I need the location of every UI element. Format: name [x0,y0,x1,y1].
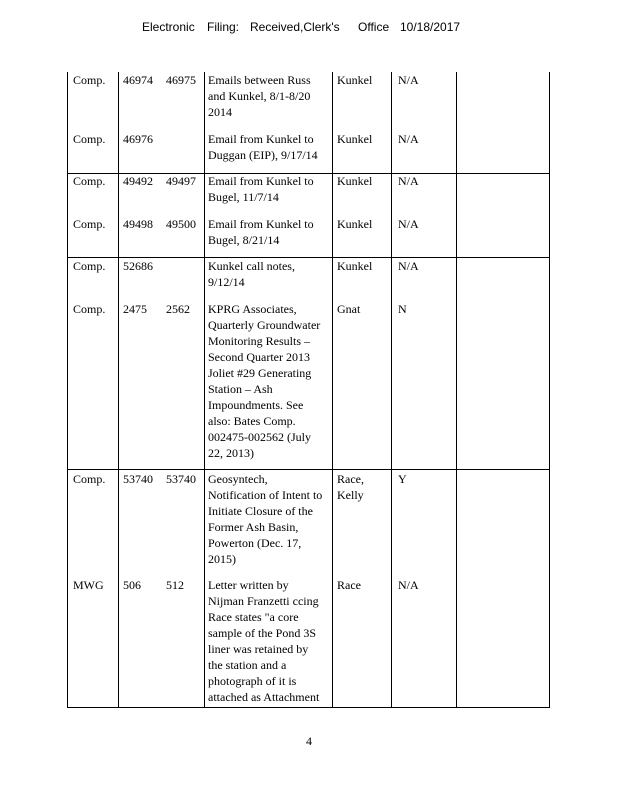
row-description-line: Impoundments. See [208,398,304,412]
row-description-line: Powerton (Dec. 17, [208,536,302,550]
row-source: Comp. [73,73,106,87]
row-description-line: Monitoring Results – [208,334,311,348]
row-witness: Race, [337,472,364,486]
row-description-line: liner was retained by [208,642,309,656]
row-witness: Kunkel [337,132,373,146]
row-description-line: Geosyntech, [208,472,268,486]
row-description-line: Quarterly Groundwater [208,318,321,332]
row-description-line: 9/12/14 [208,275,245,289]
row-source: Comp. [73,259,106,273]
row-status: N/A [398,217,419,231]
row-description-line: Former Ash Basin, [208,520,299,534]
row-description-line: Bugel, 11/7/14 [208,190,279,204]
row-bates-start: 53740 [123,472,153,486]
row-description-line: Nijman Franzetti ccing [208,594,319,608]
row-description-line: 002475-002562 (July [208,430,311,444]
row-description-line: 2015) [208,552,236,566]
electronic-filing-header [0,20,618,36]
row-witness: Gnat [337,302,361,316]
row-bates-end: 53740 [166,472,196,486]
row-witness: Kunkel [337,174,373,188]
row-description-line: Notification of Intent to [208,488,323,502]
row-description-line: sample of the Pond 3S [208,626,316,640]
row-source: Comp. [73,132,106,146]
row-bates-start: 49492 [123,174,153,188]
row-bates-end: 46975 [166,73,196,87]
row-description-line: and Kunkel, 8/1-8/20 [208,89,311,103]
row-description-line: Email from Kunkel to [208,132,314,146]
row-description-line: 22, 2013) [208,446,254,460]
row-witness: Kunkel [337,73,373,87]
row-description-line: also: Bates Comp. [208,414,296,428]
row-status: N/A [398,259,419,273]
header-word-filing: Filing: [207,20,240,34]
header-filing-date: 10/18/2017 [400,20,461,34]
row-witness: Kunkel [337,259,373,273]
row-bates-start: 46976 [123,132,153,146]
row-divider [67,469,550,470]
row-status: N/A [398,73,419,87]
row-status: Y [398,472,407,486]
row-description-line: Initiate Closure of the [208,504,313,518]
row-bates-end: 512 [166,578,184,592]
header-word-electronic: Electronic [142,20,195,34]
row-source: Comp. [73,174,106,188]
row-status: N/A [398,132,419,146]
row-witness: Race [337,578,361,592]
row-source: Comp. [73,217,106,231]
column-divider [204,72,205,708]
table-border-bottom [67,707,550,708]
page-number: 4 [306,734,312,748]
table-border-left [67,72,68,708]
column-divider [332,72,333,708]
row-description-line: Emails between Russ [208,73,311,87]
row-description-line: Second Quarter 2013 [208,350,310,364]
row-description-line: Letter written by [208,578,289,592]
row-bates-start: 2475 [123,302,147,316]
row-witness: Kunkel [337,217,373,231]
row-description-line: Bugel, 8/21/14 [208,233,280,247]
row-bates-end: 49497 [166,174,196,188]
row-bates-start: 46974 [123,73,153,87]
row-description-line: Email from Kunkel to [208,174,314,188]
row-source: MWG [73,578,104,592]
row-description-line: Duggan (EIP), 9/17/14 [208,148,318,162]
row-source: Comp. [73,472,106,486]
header-word-office: Office [358,20,390,34]
row-description-line: 2014 [208,105,232,119]
row-status: N [398,302,407,316]
row-description-line: attached as Attachment [208,690,320,704]
row-description-line: Joliet #29 Generating [208,366,312,380]
row-description-line: Race states "a core [208,610,299,624]
row-description-line: Email from Kunkel to [208,217,314,231]
row-description-line: Kunkel call notes, [208,259,295,273]
row-description-line: photograph of it is [208,674,297,688]
table-border-right [549,72,550,708]
column-divider [456,72,457,708]
header-word-received: Received,Clerk's [250,20,340,34]
row-description-line: KPRG Associates, [208,302,297,316]
row-witness: Kelly [337,488,364,502]
column-divider [391,72,392,708]
row-description-line: the station and a [208,658,287,672]
row-bates-start: 506 [123,578,141,592]
row-bates-start: 52686 [123,259,153,273]
row-source: Comp. [73,302,106,316]
row-bates-end: 49500 [166,217,196,231]
row-status: N/A [398,174,419,188]
row-bates-end: 2562 [166,302,190,316]
exhibit-table [67,72,550,708]
row-bates-start: 49498 [123,217,153,231]
row-description-line: Station – Ash [208,382,273,396]
column-divider [118,72,119,708]
row-status: N/A [398,578,419,592]
